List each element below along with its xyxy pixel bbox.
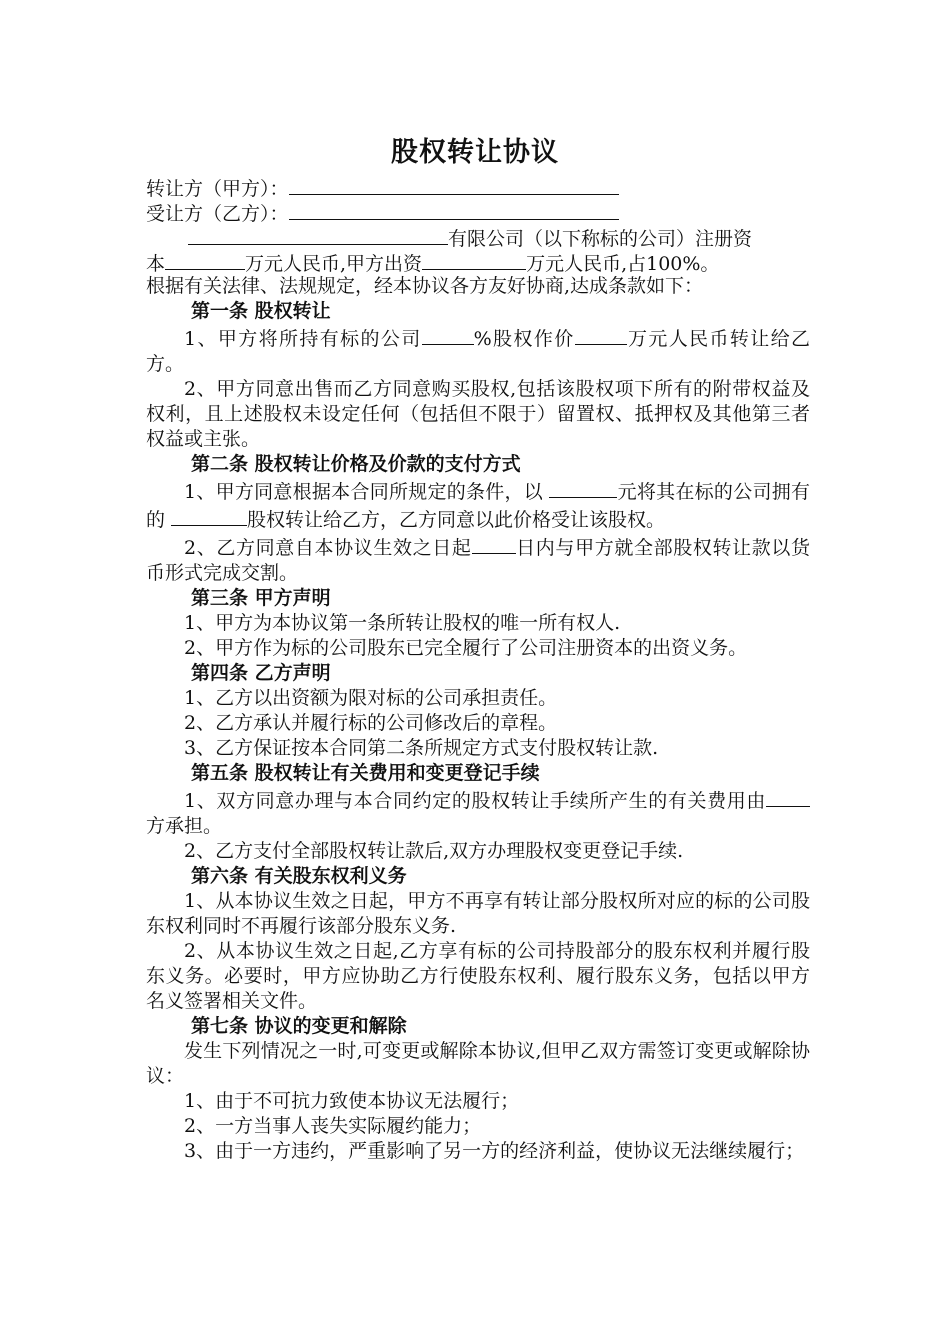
article-6-clause-1: 1、从本协议生效之日起，甲方不再享有转让部分股权所对应的标的公司股东权利同时不再履行该部分股东义务.: [146, 890, 810, 937]
intro-company-suffix: 有限公司（以下称标的公司）注册资: [448, 228, 753, 250]
article-2-clause-2: [146, 533, 810, 586]
intro-capital-line: [146, 249, 810, 274]
article-4-heading: 第四条 乙方声明: [191, 662, 331, 684]
article-6-clause-2: 2、从本协议生效之日起,乙方享有标的公司持股部分的股东权利并履行股东义务。必要时，甲方应协助乙方行使股东权利、履行股东义务，包括以甲方名义签署相关文件。: [146, 940, 810, 1012]
price-blank: [575, 324, 627, 345]
investment-blank: [422, 249, 526, 270]
article-3-heading: 第三条 甲方声明: [191, 587, 331, 609]
clause-text: 方承担。: [146, 815, 223, 837]
transferor-blank: [289, 174, 619, 195]
company-name-blank: [188, 224, 448, 245]
transferee-line: [146, 199, 810, 224]
article-2-clause-1: [146, 477, 810, 533]
article-4-clause-1: 1、乙方以出资额为限对标的公司承担责任。: [184, 687, 558, 709]
clause-text: 1、甲方将所持有标的公司: [184, 328, 422, 350]
article-7-clause-2: 2、一方当事人丧失实际履约能力；: [184, 1115, 482, 1137]
article-4-clause-2: 2、乙方承认并履行标的公司修改后的章程。: [184, 712, 558, 734]
article-3-clause-2: 2、甲方作为标的公司股东已完全履行了公司注册资本的出资义务。: [184, 637, 748, 659]
article-1-clause-1: [146, 324, 810, 377]
intro-capital-mid2: 万元人民币,占100%。: [526, 253, 720, 275]
article-4-clause-3: 3、乙方保证按本合同第二条所规定方式支付股权转让款.: [184, 737, 659, 759]
amount-blank: [549, 477, 617, 498]
clause-text: 日内与甲方就全部股权转让款以货币形式完成交割。: [146, 537, 810, 584]
registered-capital-blank: [165, 249, 245, 270]
document-body: [146, 174, 810, 1164]
clause-text: 元将其在标的公司拥有的: [146, 481, 810, 531]
intro-capital-mid1: 万元人民币,甲方出资: [245, 253, 423, 275]
article-7-heading: 第七条 协议的变更和解除: [191, 1015, 407, 1037]
article-7-intro: 发生下列情况之一时,可变更或解除本协议,但甲乙双方需签订变更或解除协议：: [146, 1040, 810, 1087]
article-1-clause-2: 2、甲方同意出售而乙方同意购买股权,包括该股权项下所有的附带权益及权利，且上述股权未设定任何（包括但不限于）留置权、抵押权及其他第三者权益或主张。: [146, 378, 810, 450]
intro-company-line: [146, 224, 810, 249]
article-7-clause-3: 3、由于一方违约，严重影响了另一方的经济利益，使协议无法继续履行；: [184, 1140, 805, 1162]
article-6-heading: 第六条 有关股东权利义务: [191, 865, 407, 887]
clause-text: %股权作价: [473, 328, 575, 350]
clause-text: 1、甲方同意根据本合同所规定的条件，以: [184, 481, 550, 503]
percentage-blank: [422, 324, 474, 345]
article-3-clause-1: 1、甲方为本协议第一条所转让股权的唯一所有权人.: [184, 612, 621, 634]
clause-text: 股权转让给乙方，乙方同意以此价格受让该股权。: [247, 509, 666, 531]
article-7-clause-1: 1、由于不可抗力致使本协议无法履行；: [184, 1090, 520, 1112]
article-5-clause-1: [146, 786, 810, 839]
article-1-heading: 第一条 股权转让: [191, 300, 331, 322]
intro-basis-line: 根据有关法律、法规规定，经本协议各方友好协商,达成条款如下：: [146, 275, 704, 297]
transferee-blank: [289, 199, 619, 220]
document-title: 股权转让协议: [391, 137, 559, 168]
days-blank: [472, 533, 516, 554]
article-5-heading: 第五条 股权转让有关费用和变更登记手续: [191, 762, 540, 784]
transferor-label: 转让方（甲方）：: [146, 178, 289, 200]
clause-text: 2、乙方同意自本协议生效之日起: [184, 537, 472, 559]
bearer-blank: [766, 786, 810, 807]
clause-text: 1、双方同意办理与本合同约定的股权转让手续所产生的有关费用由: [184, 790, 766, 812]
share-blank: [171, 505, 247, 526]
article-5-clause-2: 2、乙方支付全部股权转让款后,双方办理股权变更登记手续.: [184, 840, 684, 862]
clause-text: 万元人民币转让给乙方。: [146, 328, 810, 375]
transferor-line: [146, 174, 810, 199]
article-2-heading: 第二条 股权转让价格及价款的支付方式: [191, 453, 521, 475]
intro-capital-prefix: 本: [146, 253, 166, 275]
transferee-label: 受让方（乙方）：: [146, 203, 289, 225]
